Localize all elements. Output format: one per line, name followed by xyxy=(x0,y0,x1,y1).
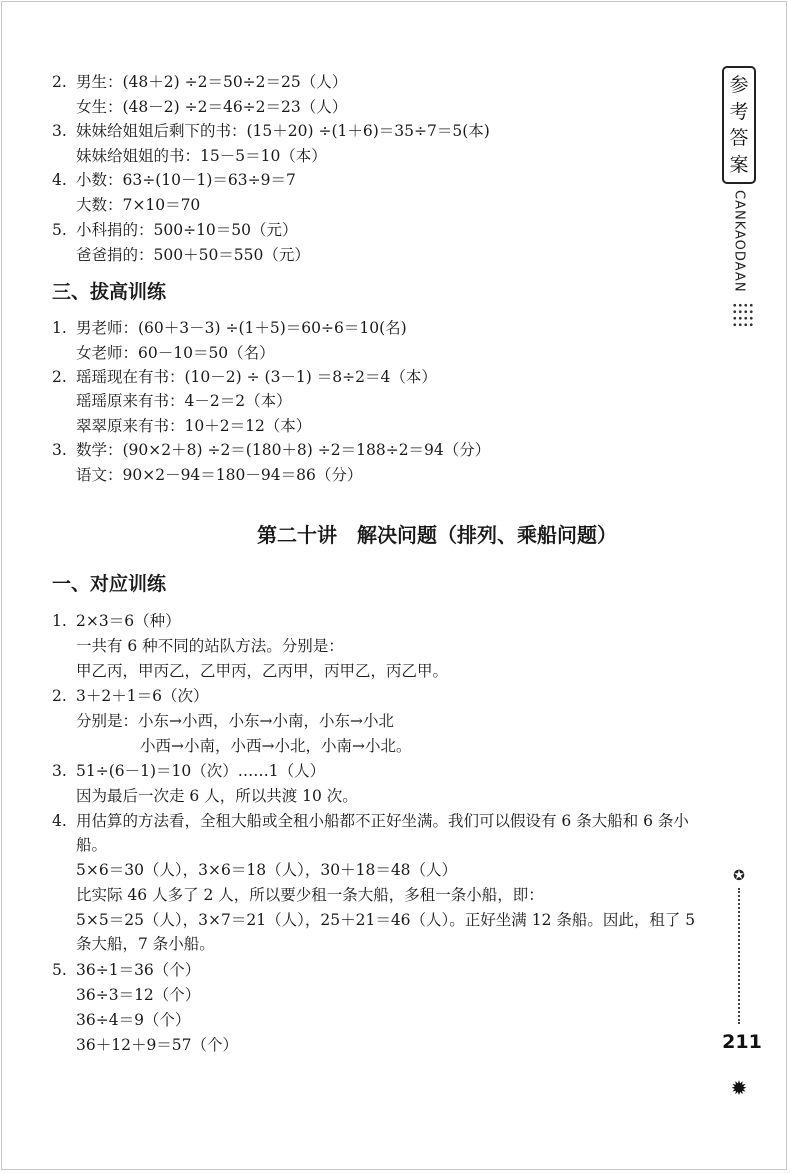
answer-line: 3＋2＋1＝6（次） xyxy=(76,687,209,705)
star-icon: ✪ xyxy=(733,868,745,884)
answer-line: 分别是：小东→小西，小东→小南，小东→小北 xyxy=(76,712,394,730)
answer-line: 小西→小南，小西→小北，小南→小北。 xyxy=(140,737,412,755)
answer-line: 男生：(48＋2) ÷2＝50÷2＝25（人） xyxy=(76,73,348,91)
item-number: 3. xyxy=(52,122,67,140)
answer-line: 女老师：60－10＝50（名） xyxy=(76,344,275,362)
tab-char: 答 xyxy=(729,127,749,150)
item-number: 3. xyxy=(52,762,67,780)
answer-line: 一共有 6 种不同的站队方法。分别是： xyxy=(76,637,344,655)
lesson-title: 第二十讲 解决问题（排列、乘船问题） xyxy=(257,523,617,547)
answer-line: 36÷1＝36（个） xyxy=(76,961,201,979)
item-number: 3. xyxy=(52,441,67,459)
answer-line: 5×6＝30（人），3×6＝18（人），30＋18＝48（人） xyxy=(76,861,458,879)
answer-line: 瑶瑶现在有书：(10－2) ÷ (3－1) ＝8÷2＝4（本） xyxy=(76,368,437,386)
item-number: 2. xyxy=(52,368,67,386)
answer-line: 2×3＝6（种） xyxy=(76,612,181,630)
item-number: 2. xyxy=(52,687,67,705)
answer-line: 男老师：(60＋3－3) ÷(1＋5)＝60÷6＝10(名) xyxy=(76,319,407,337)
answer-line: 妹妹给姐姐后剩下的书：(15＋20) ÷(1＋6)＝35÷7＝5(本) xyxy=(76,122,490,140)
answer-paragraph: 用估算的方法看，全租大船或全租小船都不正好坐满。我们可以假设有 6 条大船和 6 条小船。 xyxy=(76,812,689,854)
answer-line: 翠翠原来有书：10＋2＝12（本） xyxy=(76,417,312,435)
section-heading: 三、拔高训练 xyxy=(52,281,167,303)
answer-line: 妹妹给姐姐的书：15－5＝10（本） xyxy=(76,147,327,165)
item-number: 5. xyxy=(52,221,67,239)
answer-line: 小数：63÷(10－1)＝63÷9＝7 xyxy=(76,171,296,189)
answer-line: 爸爸捐的：500＋50＝550（元） xyxy=(76,246,310,264)
answer-line: 36＋12＋9＝57（个） xyxy=(76,1036,239,1054)
page-number: 211 xyxy=(722,1031,762,1053)
answer-line: 36÷4＝9（个） xyxy=(76,1011,191,1029)
answer-line: 比实际 46 人多了 2 人，所以要少租一条大船，多租一条小船，即： xyxy=(76,886,544,904)
answer-line: 小科捐的：500÷10＝50（元） xyxy=(76,221,298,239)
answer-line: 数学：(90×2＋8) ÷2＝(180＋8) ÷2＝188÷2＝94（分） xyxy=(76,441,491,459)
answer-paragraph: 5×5＝25（人），3×7＝21（人），25＋21＝46（人）。正好坐满 12 条船。因此，租了 5 条大船，7 条小船。 xyxy=(76,911,696,953)
tab-char: 案 xyxy=(729,153,749,176)
answer-line: 因为最后一次走 6 人，所以共渡 10 次。 xyxy=(76,787,358,805)
dotted-divider xyxy=(738,888,740,1024)
answer-line: 甲乙丙，甲丙乙，乙甲丙，乙丙甲，丙甲乙，丙乙甲。 xyxy=(76,662,449,680)
reference-answer-tab xyxy=(722,66,756,184)
answer-line: 女生：(48－2) ÷2＝46÷2＝23（人） xyxy=(76,98,348,116)
sun-icon: ✹ xyxy=(730,1076,748,1100)
answer-line: 51÷(6－1)＝10（次）……1（人） xyxy=(76,762,326,780)
answer-line: 36÷3＝12（个） xyxy=(76,986,201,1004)
answer-line: 瑶瑶原来有书：4－2＝2（本） xyxy=(76,392,292,410)
item-number: 1. xyxy=(52,319,67,337)
tab-char: 考 xyxy=(729,100,749,123)
tab-char: 参 xyxy=(729,74,749,97)
section-heading: 一、对应训练 xyxy=(52,573,167,595)
answer-line: 大数：7×10＝70 xyxy=(76,196,201,214)
side-pinyin-label: CANKAODAAN xyxy=(731,190,747,293)
answer-line: 语文：90×2－94＝180－94＝86（分） xyxy=(76,466,363,484)
item-number: 1. xyxy=(52,612,67,630)
item-number: 5. xyxy=(52,961,67,979)
dots-grid-icon xyxy=(732,302,754,328)
item-number: 4. xyxy=(52,171,67,189)
item-number: 2. xyxy=(52,73,67,91)
item-number: 4. xyxy=(52,812,67,830)
